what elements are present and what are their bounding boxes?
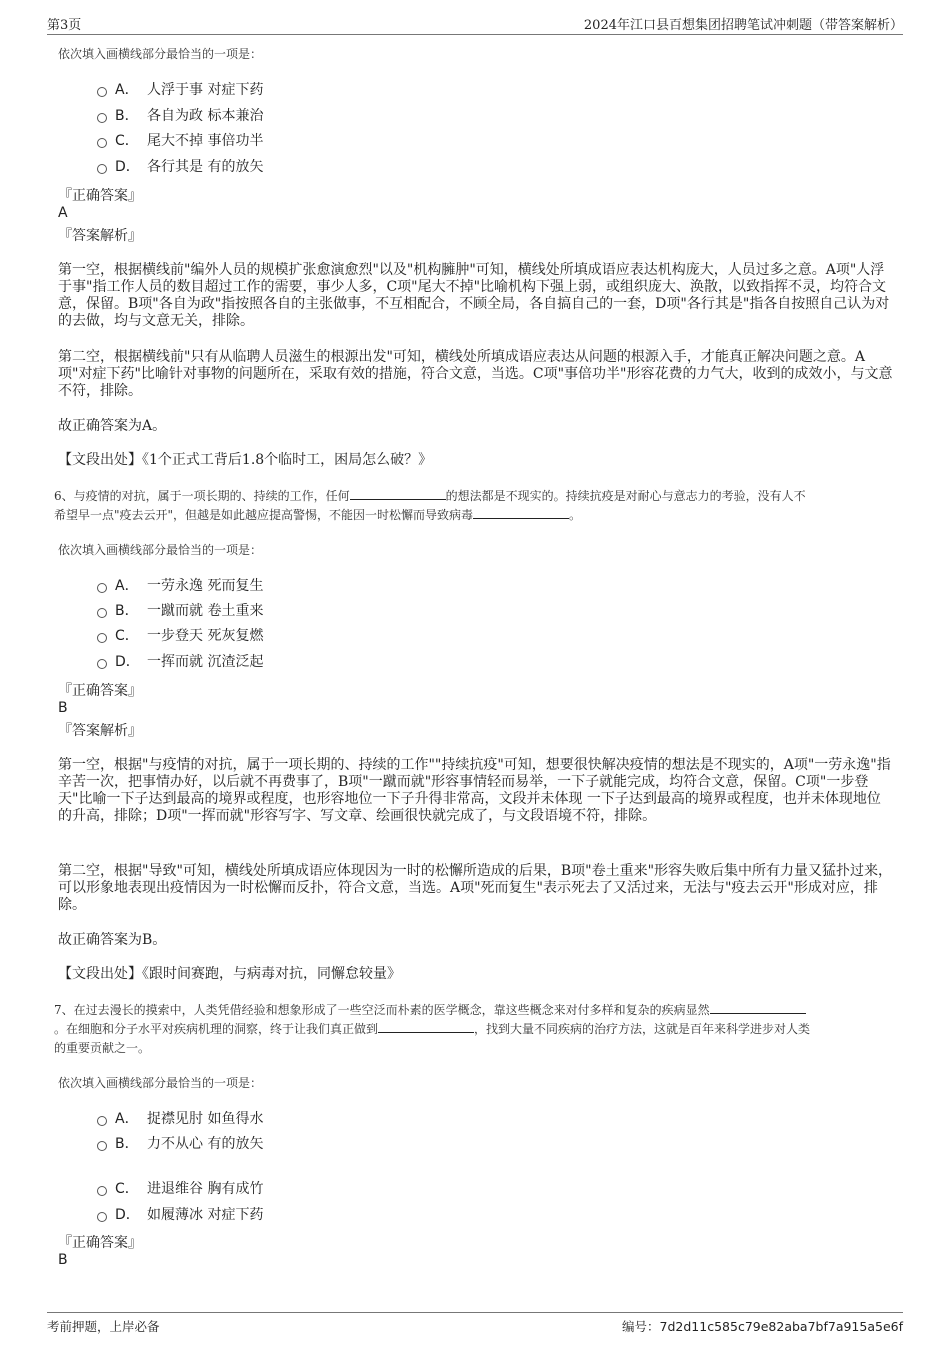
q5-answer: A	[58, 205, 68, 221]
radio-icon[interactable]	[97, 1116, 107, 1126]
q7-option-d[interactable]: D． 如履薄冰 对症下药	[97, 1205, 263, 1225]
radio-icon[interactable]	[97, 164, 107, 174]
q6-source: 【文段出处】《跟时间赛跑，与病毒对抗，同懈怠较量》	[58, 966, 401, 982]
q6-option-b[interactable]: B． 一蹴而就 卷土重来	[97, 601, 263, 621]
q5-analysis-label: 『答案解析』	[58, 228, 142, 244]
radio-icon[interactable]	[97, 1212, 107, 1222]
q6-stem: 6、与疫情的对抗，属于一项长期的、持续的工作，任何 的想法都是不现实的。持续抗疫是对耐心与意志力的考验，没有人不 希望早一点"疫去云开"，但越是如此越应提高警惕，不能因一时松懈而导致病毒 。	[54, 489, 806, 522]
q7-answer-label: 『正确答案』	[58, 1235, 142, 1251]
radio-icon[interactable]	[97, 138, 107, 148]
radio-icon[interactable]	[97, 608, 107, 618]
radio-icon[interactable]	[97, 87, 107, 97]
document-title: 2024年江口县百想集团招聘笔试冲刺题（带答案解析）	[583, 18, 903, 33]
q5-source: 【文段出处】《1个正式工背后1.8个临时工，困局怎么破？》	[58, 452, 433, 468]
q6-analysis-paragraph-2: 第二空，根据"导致"可知，横线处所填成语应体现因为一时的松懈所造成的后果，B项"卷土重来"形容失败后集中所有力量又猛扑过来，可以形象地表现出疫情因为一时松懈而反扑，符合文意，当选。A项"死而复生"表示死去了又活过来，无法与"疫去云开"形成对应，排除。	[58, 863, 893, 913]
blank-line	[350, 487, 446, 500]
q7-option-b[interactable]: B． 力不从心 有的放矢	[97, 1134, 263, 1154]
q6-analysis-label: 『答案解析』	[58, 723, 142, 739]
q7-stem: 7、在过去漫长的摸索中，人类凭借经验和想象形成了一些空泛而朴素的医学概念，靠这些概念来对付多样和复杂的疾病显然 。在细胞和分子水平对疾病机理的洞察，终于让我们真正做到 ，找到大量不同疾病的治疗方法，这就是百年来科学进步对人类 的重要贡献之一。	[54, 1003, 811, 1055]
q5-prompt: 依次填入画横线部分最恰当的一项是：	[58, 47, 263, 61]
radio-icon[interactable]	[97, 659, 107, 669]
page-footer	[47, 1312, 903, 1339]
q7-option-a[interactable]: A． 捉襟见肘 如鱼得水	[97, 1109, 263, 1129]
page-number: 第3页	[47, 18, 82, 33]
q7-prompt: 依次填入画横线部分最恰当的一项是：	[58, 1076, 263, 1090]
q6-option-c[interactable]: C． 一步登天 死灰复燃	[97, 626, 263, 646]
q6-analysis-paragraph-1: 第一空，根据"与疫情的对抗，属于一项长期的、持续的工作""持续抗疫"可知，想要很快解决疫情的想法是不现实的，A项"一劳永逸"指辛苦一次，把事情办好，以后就不再费事了，B项"一蹴而就"形容事情轻而易举，一下子就能完成，均符合文意，保留。C项"一步登天"比喻一下子达到最高的境界或程度，也形容地位一下子升得非常高，文段并未体现 一下子达到最高的境界或程度，也并未体现地位的升高，排除；D项"一挥而就"形容写字、写文章、绘画很快就完成了，与文段语境不符，排除。	[58, 757, 891, 824]
q5-option-a[interactable]: A． 人浮于事 对症下药	[97, 80, 263, 100]
blank-line	[378, 1020, 474, 1033]
radio-icon[interactable]	[97, 113, 107, 123]
page-header	[47, 12, 903, 35]
blank-line	[710, 1001, 806, 1014]
q7-option-c[interactable]: C． 进退维谷 胸有成竹	[97, 1179, 263, 1199]
radio-icon[interactable]	[97, 1186, 107, 1196]
radio-icon[interactable]	[97, 633, 107, 643]
footer-slogan: 考前押题，上岸必备	[47, 1319, 160, 1334]
q5-option-c[interactable]: C． 尾大不掉 事倍功半	[97, 131, 263, 151]
q6-answer-label: 『正确答案』	[58, 683, 142, 699]
q6-answer: B	[58, 700, 68, 716]
q5-analysis-paragraph-1: 第一空，根据横线前"编外人员的规模扩张愈演愈烈"以及"机构臃肿"可知，横线处所填成语应表达机构庞大，人员过多之意。A项"人浮于事"指工作人员的数目超过工作的需要，事少人多，C项"尾大不掉"比喻机构下强上弱，或组织庞大、涣散，以致指挥不灵，均符合文意，保留。B项"各自为政"指按照各自的主张做事，不互相配合，不顾全局，各自搞自己的一套，D项"各行其是"指各自按照自己认为对的去做，均与文意无关，排除。	[58, 262, 890, 329]
q6-option-d[interactable]: D． 一挥而就 沉渣泛起	[97, 652, 263, 672]
q5-conclusion: 故正确答案为A。	[58, 418, 167, 434]
q5-analysis-paragraph-2: 第二空，根据横线前"只有从临聘人员滋生的根源出发"可知，横线处所填成语应表达从问题的根源入手，才能真正解决问题之意。A项"对症下药"比喻针对事物的问题所在，采取有效的措施，符合文意，当选。C项"事倍功半"形容花费的力气大，收到的成效小，与文意不符，排除。	[58, 349, 893, 399]
q6-option-a[interactable]: A． 一劳永逸 死而复生	[97, 576, 263, 596]
q5-answer-label: 『正确答案』	[58, 188, 142, 204]
radio-icon[interactable]	[97, 1141, 107, 1151]
document-code: 编号：7d2d11c585c79e82aba7bf7a915a5e6f	[622, 1319, 903, 1334]
q5-option-b[interactable]: B． 各自为政 标本兼治	[97, 106, 263, 126]
q7-answer: B	[58, 1252, 68, 1268]
blank-line	[473, 506, 569, 519]
radio-icon[interactable]	[97, 583, 107, 593]
q6-prompt: 依次填入画横线部分最恰当的一项是：	[58, 543, 263, 557]
q5-option-d[interactable]: D． 各行其是 有的放矢	[97, 157, 263, 177]
q6-conclusion: 故正确答案为B。	[58, 932, 167, 948]
